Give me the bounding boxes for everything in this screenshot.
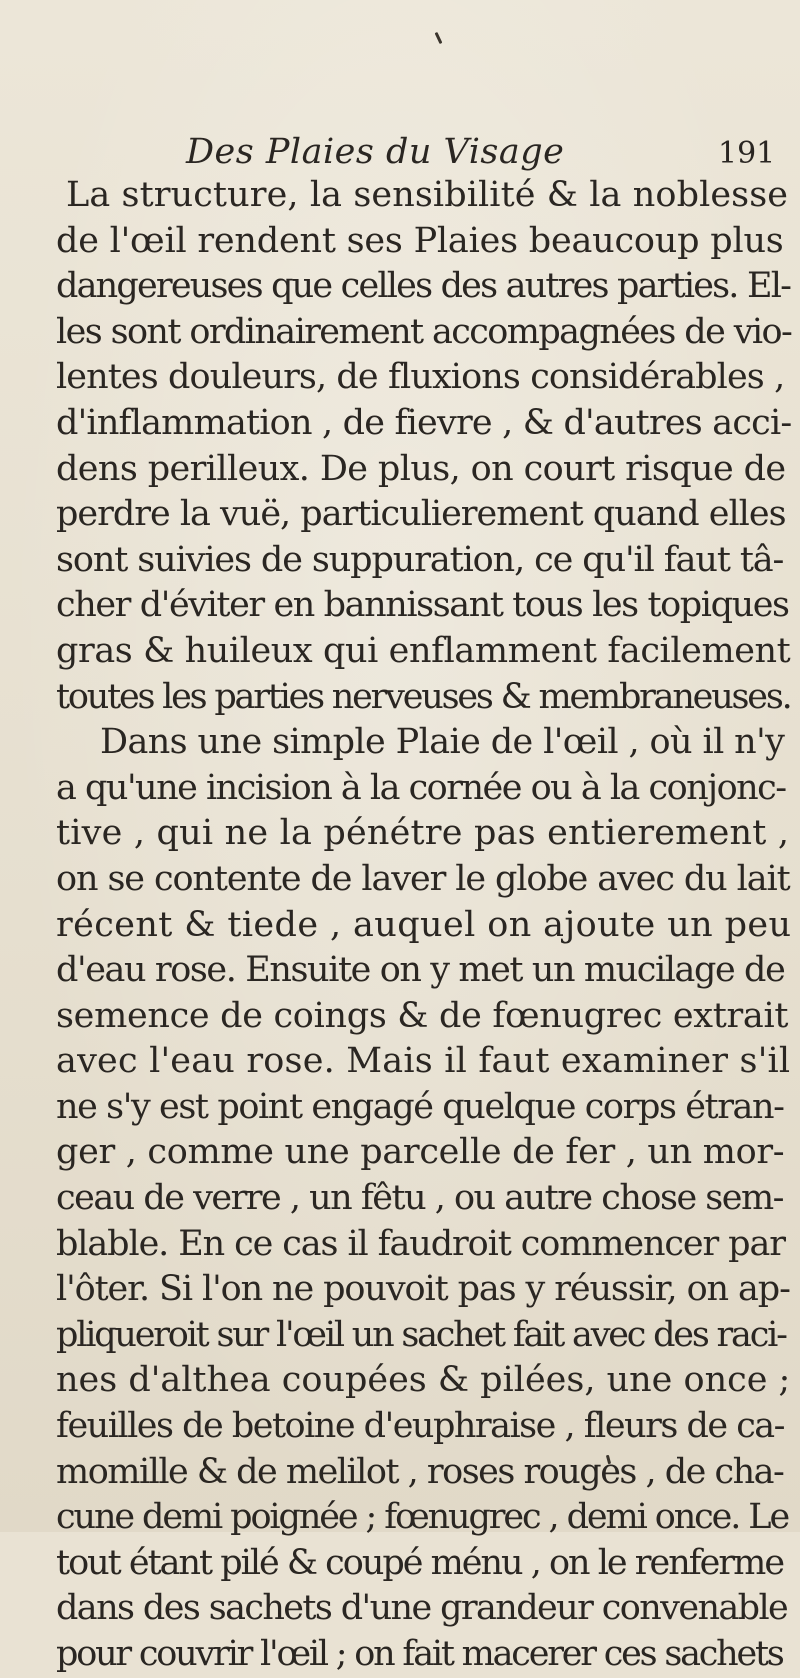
text-line: ceau de verre , un fêtu , ou autre chose sem- xyxy=(56,1178,783,1219)
text-line: avec l'eau rose. Mais il faut examiner s'il xyxy=(56,1041,791,1082)
text-line: tive , qui ne la pénétre pas entierement , xyxy=(56,813,790,854)
text-line: lentes douleurs, de fluxions considérables , xyxy=(56,357,785,398)
text-line: de l'œil rendent ses Plaies beaucoup plus xyxy=(56,220,784,261)
text-line: d'eau rose. Ensuite on y met un mucilage de xyxy=(56,950,785,991)
text-line: perdre la vuë, particulierement quand elles xyxy=(56,494,786,535)
text-line: a qu'une incision à la cornée ou à la conjonc- xyxy=(56,767,786,808)
text-line: momille & de melilot , roses rouges , de cha- xyxy=(56,1451,784,1492)
text-line: dens perilleux. De plus, on court risque de xyxy=(56,448,786,489)
text-line: pliqueroit sur l'œil un sachet fait avec des raci- xyxy=(56,1314,786,1355)
text-line: La structure, la sensibilité & la noblesse xyxy=(66,175,789,215)
text-line: nes d'althea coupées & pilées, une once ; xyxy=(56,1360,791,1401)
text-line: d'inflammation , de fievre , & d'autres acci- xyxy=(56,402,792,443)
text-line: l'ôter. Si l'on ne pouvoit pas y réussir, on ap- xyxy=(56,1269,790,1310)
text-line: cher d'éviter en bannissant tous les topiques xyxy=(56,585,789,626)
text-line: ger , comme une parcelle de fer , un mor- xyxy=(56,1132,785,1173)
ink-mark xyxy=(435,32,443,44)
text-line: on se contente de laver le globe avec du lait xyxy=(56,858,790,899)
text-line: gras & huileux qui enflamment facilement xyxy=(56,630,791,671)
text-line: les sont ordinairement accompagnées de vio- xyxy=(56,311,792,352)
running-title: Des Plaies du Visage xyxy=(186,132,565,172)
text-line: feuilles de betoine d'euphraise , fleurs de ca- xyxy=(56,1406,784,1447)
text-line: dans des sachets d'une grandeur convenable xyxy=(56,1588,788,1629)
text-line: blable. En ce cas il faudroit commencer par xyxy=(56,1223,785,1264)
page-number: 191 xyxy=(718,136,776,171)
text-line: tout étant pilé & coupé ménu , on le renferme xyxy=(56,1542,784,1583)
text-line: dangereuses que celles des autres parties. El- xyxy=(56,266,791,307)
text-line: ne s'y est point engagé quelque corps étran- xyxy=(56,1086,784,1127)
text-line: sont suivies de suppuration, ce qu'il faut tâ- xyxy=(56,539,784,580)
text-line: semence de coings & de fœnugrec extrait xyxy=(56,995,789,1036)
text-line: cune demi poignée ; fœnugrec , demi once. Le xyxy=(56,1497,789,1538)
text-line: récent & tiede , auquel on ajoute un peu xyxy=(56,904,792,945)
page-header xyxy=(0,132,800,172)
text-line: Dans une simple Plaie de l'œil , où il n'y xyxy=(100,722,785,763)
text-line: pour couvrir l'œil ; on fait macerer ces sachets xyxy=(56,1634,783,1674)
text-line: toutes les parties nerveuses & membraneuses. xyxy=(56,676,791,717)
body-text xyxy=(56,173,792,1678)
